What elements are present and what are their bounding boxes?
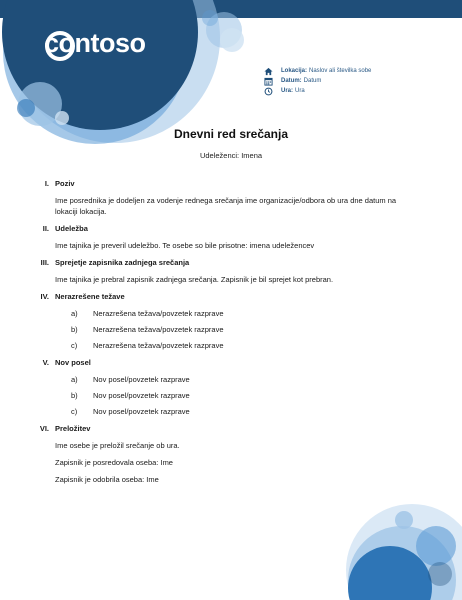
section-number: IV. — [40, 292, 49, 301]
list-item — [71, 340, 415, 351]
item-letter: c) — [71, 341, 78, 350]
meeting-info — [264, 66, 371, 96]
logo — [44, 28, 146, 59]
section-body — [55, 374, 415, 417]
item-letter: c) — [71, 407, 78, 416]
item-text: Nerazrešena težava/povzetek razprave — [93, 341, 224, 350]
calendar-icon — [264, 77, 273, 86]
date-label: Datum: — [281, 78, 302, 84]
item-text: Nov posel/povzetek razprave — [93, 391, 190, 400]
time-row — [264, 86, 371, 96]
list-item — [71, 390, 415, 401]
section-body — [55, 240, 415, 251]
agenda — [30, 178, 415, 491]
section-title: Udeležba — [55, 224, 88, 233]
section-heading — [30, 223, 415, 234]
section-heading — [30, 357, 415, 368]
deco-circle — [395, 511, 413, 529]
item-letter: b) — [71, 391, 78, 400]
item-text: Nov posel/povzetek razprave — [93, 407, 190, 416]
location-label: Lokacija: — [281, 68, 308, 74]
section-body — [55, 274, 415, 285]
clock-icon — [264, 87, 273, 96]
section-paragraph: Ime tajnika je preveril udeležbo. Te osebe so bile prisotne: imena udeležencev — [55, 241, 315, 250]
list-item — [71, 374, 415, 385]
section-heading — [30, 423, 415, 434]
date-row — [264, 76, 371, 86]
item-text: Nerazrešena težava/povzetek razprave — [93, 309, 224, 318]
section-number: V. — [42, 358, 49, 367]
list-item — [71, 308, 415, 319]
section-body — [55, 440, 415, 485]
attendees-line: Udeleženci: Imena — [199, 151, 263, 160]
section-paragraph: Ime posrednika je dodeljen za vodenje rednega srečanja ime organizacije/odbora ob ura dne datum na lokaciji lokacija. — [55, 196, 397, 216]
location-value: Naslov ali številka sobe — [309, 68, 372, 74]
deco-circle — [202, 10, 218, 26]
section-title: Sprejetje zapisnika zadnjega srečanja — [55, 258, 190, 267]
date-value: Datum — [303, 78, 322, 84]
section-title: Preložitev — [55, 424, 91, 433]
section-title: Nov posel — [55, 358, 91, 367]
item-text: Nov posel/povzetek razprave — [93, 375, 190, 384]
section-paragraph: Zapisnik je odobrila oseba: Ime — [55, 475, 159, 484]
deco-circle — [428, 562, 452, 586]
item-letter: b) — [71, 325, 78, 334]
item-text: Nerazrešena težava/povzetek razprave — [93, 325, 224, 334]
item-letter: a) — [71, 309, 78, 318]
section-number: VI. — [39, 424, 49, 433]
section-heading — [30, 178, 415, 189]
section-paragraph: Ime osebe je preložil srečanje ob ura. — [55, 441, 180, 450]
section-number: I. — [44, 179, 49, 188]
document-title: Dnevni red srečanja — [173, 127, 289, 141]
section-paragraph: Ime tajnika je prebral zapisnik zadnjega srečanja. Zapisnik je bil sprejet kot prebran. — [55, 275, 334, 284]
section-title: Poziv — [55, 179, 75, 188]
section-paragraph: Zapisnik je posredovala oseba: Ime — [55, 458, 173, 467]
section-heading — [30, 257, 415, 268]
location-row — [264, 66, 371, 76]
section-number: II. — [42, 224, 49, 233]
section-number: III. — [40, 258, 49, 267]
logo-text: contoso — [44, 28, 146, 58]
list-item — [71, 406, 415, 417]
deco-circle — [416, 526, 456, 566]
deco-circle — [220, 28, 244, 52]
time-value: Ura — [295, 88, 305, 94]
list-item — [71, 324, 415, 335]
deco-circle — [55, 111, 69, 125]
section-body — [55, 195, 415, 217]
deco-circle — [17, 99, 35, 117]
section-title: Nerazrešene težave — [55, 292, 125, 301]
home-icon — [264, 67, 273, 76]
time-label: Ura: — [281, 88, 294, 94]
section-body — [55, 308, 415, 351]
section-heading — [30, 291, 415, 302]
item-letter: a) — [71, 375, 78, 384]
